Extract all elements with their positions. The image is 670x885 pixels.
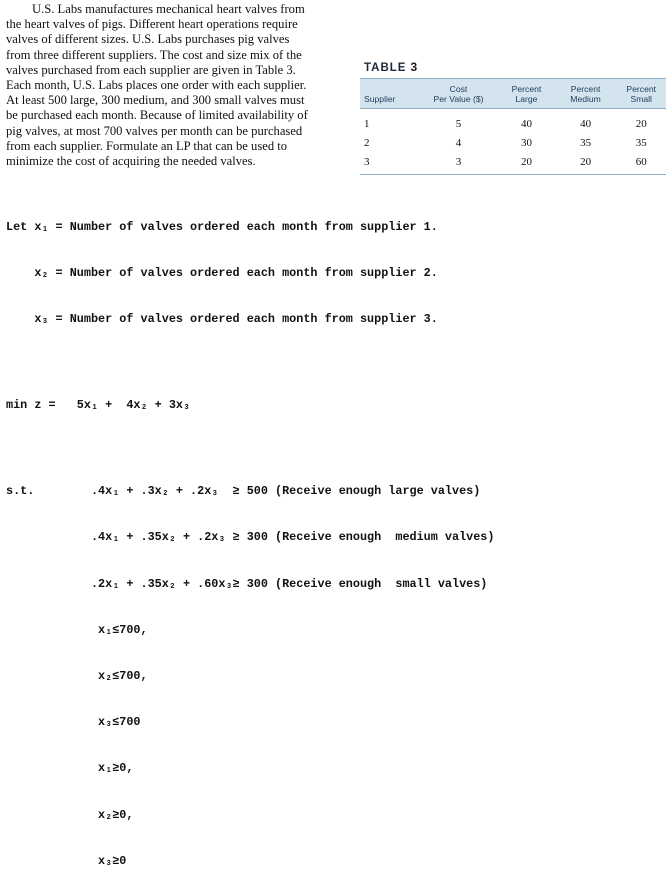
objective-function: min z = 5x₁ + 4x₂ + 3x₃ xyxy=(6,398,191,413)
variable-definition: x₃ = Number of valves ordered each month from supplier 3. xyxy=(6,312,438,327)
variable-definition: Let x₁ = Number of valves ordered each month from supplier 1. xyxy=(6,219,438,234)
cell-medium: 35 xyxy=(580,137,592,149)
header-percent-large: Percent Large xyxy=(498,79,554,109)
table-label: TABLE xyxy=(364,62,407,74)
table-row xyxy=(360,133,666,152)
cell-medium: 40 xyxy=(580,118,592,130)
cell-small: 60 xyxy=(616,152,666,175)
supplier-data-table xyxy=(360,78,666,175)
header-supplier: Supplier xyxy=(360,79,419,109)
spacer xyxy=(6,358,494,367)
table-header-row xyxy=(360,79,666,109)
table-number: 3 xyxy=(410,60,419,74)
supplier-table xyxy=(360,60,666,175)
cell-large: 20 xyxy=(498,152,554,175)
cell-medium: 20 xyxy=(555,152,617,175)
constraint: x₂≥0, xyxy=(6,807,134,822)
problem-line: from three different suppliers. The cost and size mix of the xyxy=(6,47,302,62)
cell-small: 35 xyxy=(635,137,647,149)
header-percent-small: Percent Small xyxy=(616,79,666,109)
problem-line: pig valves, at most 700 valves per month can be purchased xyxy=(6,123,303,138)
constraint: x₃≤700 xyxy=(6,715,141,730)
variable-definition: x₂ = Number of valves ordered each month from supplier 2. xyxy=(6,266,438,281)
constraint: x₁≥0, xyxy=(6,761,134,776)
cell-large: 40 xyxy=(520,118,532,130)
constraint: x₃≥0 xyxy=(6,853,127,868)
table-row xyxy=(360,152,666,175)
cell-supplier: 3 xyxy=(360,152,419,175)
constraint: .2x₁ + .35x₂ + .60x₃≥ 300 (Receive enough small valves) xyxy=(6,576,488,591)
problem-line: minimize the cost of acquiring the needed valves. xyxy=(6,154,256,169)
constraint: .4x₁ + .35x₂ + .2x₃ ≥ 300 (Receive enough medium valves) xyxy=(6,530,495,545)
cell-supplier: 2 xyxy=(364,137,370,149)
cell-large: 30 xyxy=(520,137,532,149)
header-percent-medium: Percent Medium xyxy=(555,79,617,109)
problem-line: be purchased each month. Because of limited availability of xyxy=(6,108,308,123)
cell-cost: 4 xyxy=(455,137,462,149)
problem-line: Each month, U.S. Labs places one order with each supplier. xyxy=(6,78,307,93)
cell-cost: 5 xyxy=(455,118,462,130)
constraint: s.t. .4x₁ + .3x₂ + .2x₃ ≥ 500 (Receive enough large valves) xyxy=(6,484,481,499)
table-row xyxy=(360,109,666,134)
cell-cost: 3 xyxy=(419,152,499,175)
constraint: x₁≤700, xyxy=(6,622,148,637)
problem-statement xyxy=(6,2,356,169)
problem-line: from each supplier. Formulate an LP that can be used to xyxy=(6,138,288,153)
problem-line: valves purchased from each supplier are given in Table 3. xyxy=(6,62,296,77)
problem-line: At least 500 large, 300 medium, and 300 small valves must xyxy=(6,93,305,108)
constraint: x₂≤700, xyxy=(6,669,148,684)
cell-supplier: 1 xyxy=(364,118,370,130)
header-cost: Cost Per Value ($) xyxy=(419,79,499,109)
table-title xyxy=(364,60,666,74)
problem-line: U.S. Labs manufactures mechanical heart valves from xyxy=(32,2,305,16)
cell-small: 20 xyxy=(635,118,647,130)
lp-formulation xyxy=(6,189,494,885)
problem-line: valves of different sizes. U.S. Labs purchases pig valves xyxy=(6,32,290,47)
problem-line: the heart valves of pigs. Different heart operations require xyxy=(6,17,298,32)
